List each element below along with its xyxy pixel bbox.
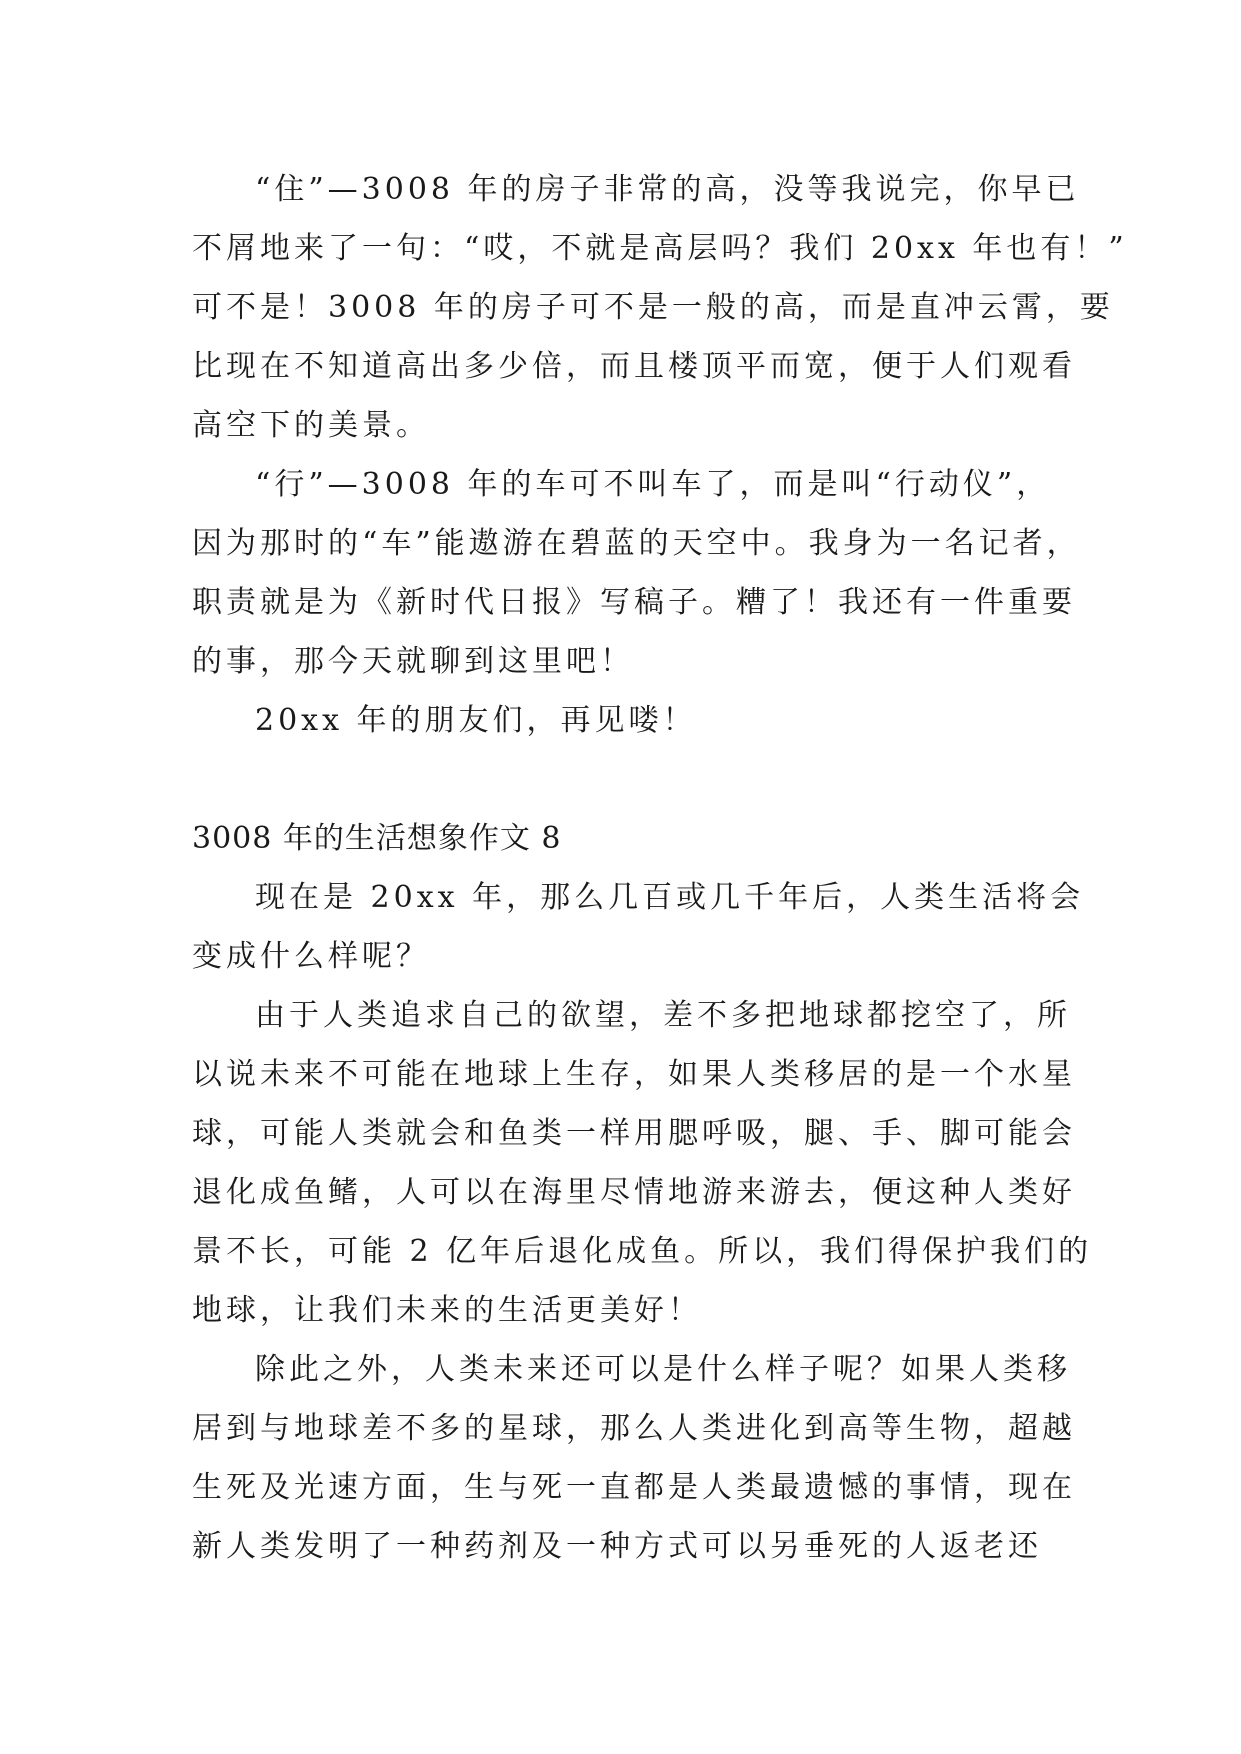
text-line: 新人类发明了一种药剂及一种方式可以另垂死的人返老还 (192, 1529, 1042, 1564)
text-line: 职责就是为《新时代日报》写稿子。糟了！我还有一件重要 (192, 585, 1076, 620)
paragraph-future (192, 1340, 1076, 1576)
section-heading: 3008 年的生活想象作文 8 (192, 821, 562, 856)
text-line: 现在是 20xx 年，那么几百或几千年后，人类生活将会 (255, 880, 1085, 915)
text-line: 的事，那今天就聊到这里吧！ (192, 644, 634, 679)
text-line: 居到与地球差不多的星球，那么人类进化到高等生物，超越 (192, 1411, 1076, 1446)
text-line: “住”—3008 年的房子非常的高，没等我说完，你早已 (255, 172, 1080, 207)
text-line: 因为那时的“车”能遨游在碧蓝的天空中。我身为一名记者， (192, 526, 1081, 561)
paragraph-farewell (192, 691, 1052, 750)
text-line: 不屑地来了一句：“哎，不就是高层吗？我们 20xx 年也有！” (192, 231, 1128, 266)
text-line: 地球，让我们未来的生活更美好！ (192, 1293, 702, 1328)
text-line: 以说未来不可能在地球上生存，如果人类移居的是一个水星 (192, 1057, 1076, 1092)
document-page (192, 160, 1128, 1576)
paragraph-housing (192, 160, 1128, 455)
section-spacer (192, 750, 1052, 809)
text-line: 除此之外，人类未来还可以是什么样子呢？如果人类移 (255, 1352, 1071, 1387)
text-line: 由于人类追求自己的欲望，差不多把地球都挖空了，所 (255, 998, 1071, 1033)
text-line: 可不是！3008 年的房子可不是一般的高，而是直冲云霄，要 (192, 290, 1114, 325)
text-line: 变成什么样呢？ (192, 939, 430, 974)
paragraph-travel (192, 455, 1081, 691)
paragraph-intro (192, 868, 1085, 986)
text-line: 球，可能人类就会和鱼类一样用腮呼吸，腿、手、脚可能会 (192, 1116, 1076, 1151)
text-line: 比现在不知道高出多少倍，而且楼顶平而宽，便于人们观看 (192, 349, 1076, 384)
text-line: 退化成鱼鳍，人可以在海里尽情地游来游去，便这种人类好 (192, 1175, 1076, 1210)
text-line: 生死及光速方面，生与死一直都是人类最遗憾的事情，现在 (192, 1470, 1076, 1505)
text-line: 高空下的美景。 (192, 408, 430, 443)
text-line: 景不长，可能 2 亿年后退化成鱼。所以，我们得保护我们的 (192, 1234, 1093, 1269)
paragraph-earth (192, 986, 1093, 1340)
text-line: 20xx 年的朋友们，再见喽！ (255, 703, 697, 738)
text-line: “行”—3008 年的车可不叫车了，而是叫“行动仪”， (255, 467, 1051, 502)
